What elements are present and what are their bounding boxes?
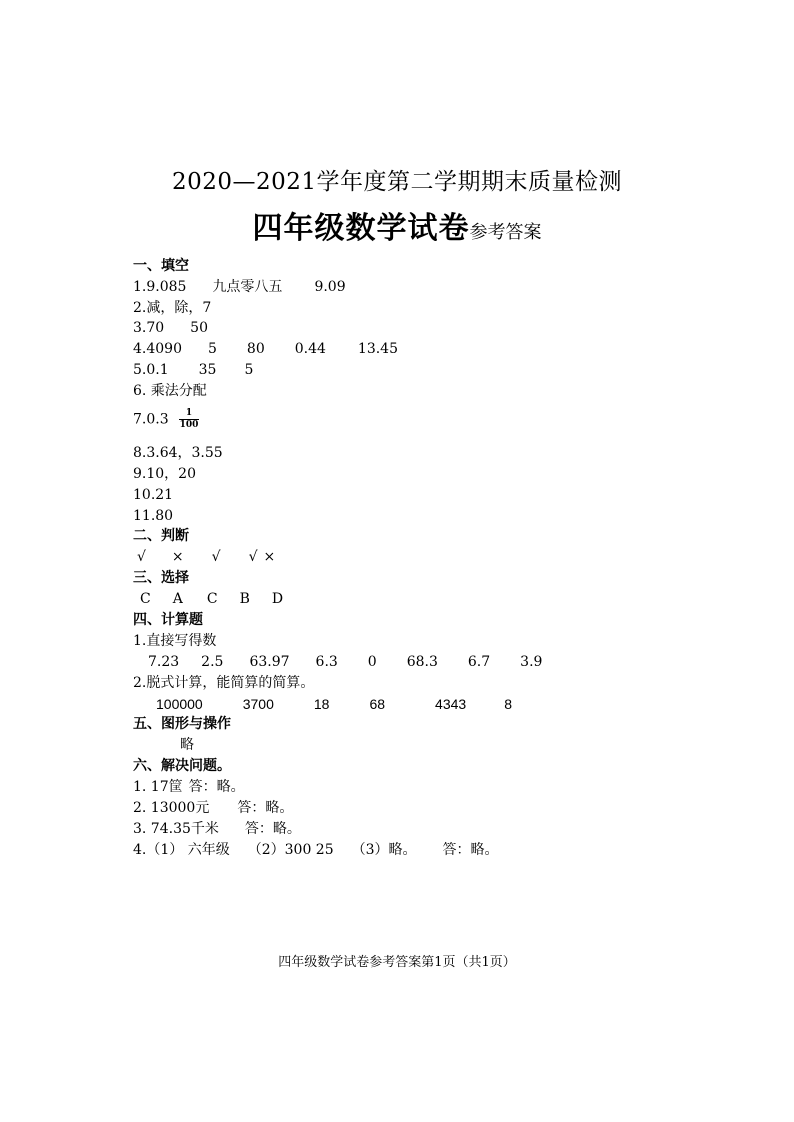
answer-value: 9.09 (314, 279, 346, 295)
answer-value: 80 (246, 341, 265, 357)
problem-answer-3 (133, 820, 301, 838)
answer-value: 0.44 (294, 341, 326, 357)
answer-value: 68 (369, 696, 386, 712)
check-mark: √ (248, 549, 258, 565)
answer-value: 6.3 (315, 654, 338, 670)
answer-value: 63.97 (249, 654, 290, 670)
choice-value: C (206, 591, 218, 607)
section-heading-calc: 四、计算题 (133, 612, 203, 628)
answer-value: 2. 13000元 (133, 800, 210, 816)
answer-line-4 (133, 340, 398, 358)
answer-value: 3700 (242, 696, 274, 712)
page-subtitle (0, 203, 794, 247)
answer-value: 5 (208, 341, 217, 357)
section-heading-shapes: 五、图形与操作 (133, 716, 231, 732)
section-heading-fill: 一、填空 (133, 258, 189, 274)
answer-value: 3.70 (133, 320, 165, 336)
answer-value: （3）略。 (351, 842, 417, 858)
answer-value: （2）300 25 (247, 842, 334, 858)
answer-value: 1.9.085 (133, 279, 187, 295)
fraction (179, 408, 200, 431)
answer-value: 1. 17筐 (133, 779, 183, 795)
calc-values-1 (148, 653, 542, 671)
answer-value: 35 (198, 362, 217, 378)
choice-answers (140, 590, 283, 608)
subtitle-main: 四年级数学试卷 (252, 211, 470, 246)
section-heading-judge: 二、判断 (133, 528, 189, 544)
problem-answer-2 (133, 799, 293, 817)
answer-value: 18 (313, 696, 330, 712)
answer-value: 3.9 (520, 654, 543, 670)
answer-value: 6.7 (467, 654, 491, 670)
answer-value: 5.0.1 (133, 362, 169, 378)
answer-value: 4.（1） 六年级 (133, 842, 230, 858)
answer-note: 答：略。 (244, 821, 301, 837)
answer-note: 答：略。 (188, 779, 245, 795)
subtitle-suffix: 参考答案 (469, 222, 542, 243)
page-footer: 四年级数学试卷参考答案第1页（共1页） (278, 955, 516, 970)
calc-sub-2: 2.脱式计算，能简算的简算。 (133, 675, 315, 691)
answer-value: 4343 (435, 696, 467, 712)
answer-line-9: 9.10，20 (133, 466, 196, 482)
answer-value: 5 (244, 362, 254, 378)
answer-line-1 (133, 278, 346, 296)
answer-value: 13.45 (357, 341, 399, 357)
answer-line-7 (133, 408, 199, 431)
answer-value: 50 (190, 320, 208, 336)
answer-value: 0 (367, 654, 377, 670)
answer-note: 答：略。 (442, 842, 499, 858)
answer-line-6: 6. 乘法分配 (133, 383, 207, 399)
check-mark: √ (137, 549, 146, 565)
answer-value: 3. 74.35千米 (133, 821, 219, 837)
fraction-denominator: 100 (179, 420, 199, 430)
section-heading-choice: 三、选择 (133, 570, 189, 586)
answer-value: 九点零八五 (212, 279, 283, 295)
answer-line-2: 2.减，除，7 (133, 300, 212, 316)
answer-value: 7.0.3 (133, 411, 169, 428)
check-mark: √ (211, 549, 221, 565)
choice-value: A (172, 591, 183, 607)
calc-sub-1: 1.直接写得数 (133, 633, 217, 649)
answer-line-11: 11.80 (133, 508, 174, 524)
answer-value: 68.3 (406, 654, 438, 670)
answer-value: 7.23 (148, 654, 180, 670)
calc-values-2 (156, 695, 512, 713)
cross-mark: × (171, 549, 184, 565)
answer-note: 答：略。 (237, 800, 294, 816)
answer-line-8: 8.3.64，3.55 (133, 445, 223, 461)
answer-value: 4.4090 (133, 341, 182, 357)
answer-value: 100000 (156, 696, 203, 712)
fraction-numerator: 1 (179, 408, 200, 420)
shapes-answer: 略 (180, 737, 194, 753)
cross-mark: × (263, 549, 276, 565)
answer-value: 2.5 (201, 654, 224, 670)
judge-answers (137, 548, 275, 566)
answer-line-3 (133, 319, 208, 337)
answer-value: 8 (504, 696, 512, 712)
answer-line-10: 10.21 (133, 487, 174, 503)
problem-answer-4 (133, 841, 499, 859)
choice-value: D (271, 591, 284, 607)
choice-value: B (239, 591, 250, 607)
choice-value: C (140, 591, 151, 607)
problem-answer-1 (133, 778, 245, 796)
answer-line-5 (133, 361, 253, 379)
section-heading-problems: 六、解决问题。 (133, 758, 231, 774)
page-title: 2020—2021学年度第二学期期末质量检测 (171, 169, 623, 195)
